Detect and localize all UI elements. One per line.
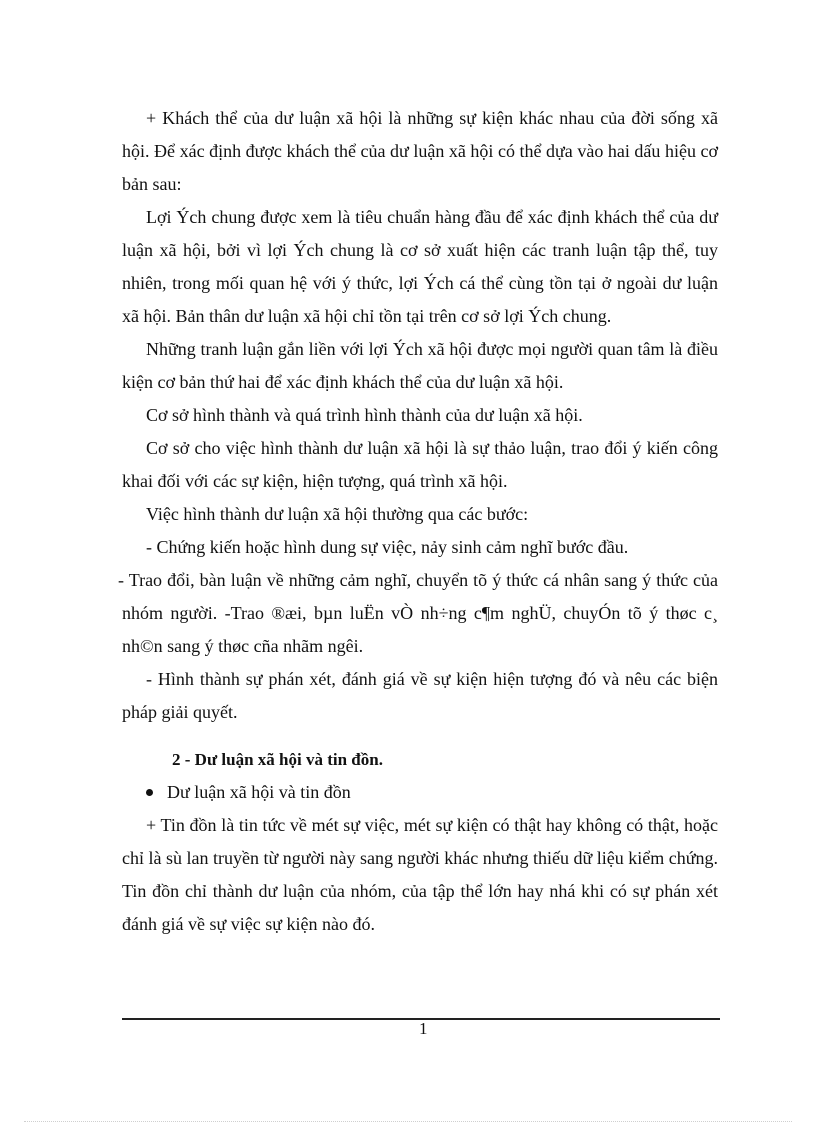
paragraph-steps-intro: Việc hình thành dư luận xã hội thường qua các bước: [146, 504, 529, 524]
step-2: - Trao đổi, bàn luận về những cảm nghĩ, chuyển tõ ý thức cá nhân sang ý thức của nhóm người. -Trao ®æi, bµn luËn vÒ nh÷ng c¶m nghÜ, chuyÓn tõ ý thøc c¸ nh©n sang ý thøc cña nhãm ngêi. [118, 570, 718, 656]
section-heading: 2 - Dư luận xã hội và tin đồn. [172, 750, 383, 769]
body-text [118, 102, 718, 941]
bullet-icon [146, 789, 153, 796]
page-number: 1 [419, 1019, 428, 1038]
paragraph-rumor: + Tin đồn là tin tức về mét sự việc, mét sự kiện có thật hay không có thật, hoặc chỉ là sù lan truyền từ người này sang người khác nhưng thiếu dữ liệu kiểm chứng. Tin đồn chỉ thành dư luận của nhóm, của tập thể lớn hay nhá khi có sự phán xét đánh giá về sự việc sự kiện nào đó. [122, 815, 718, 934]
paragraph-common-interest: Lợi Ých chung được xem là tiêu chuẩn hàng đầu để xác định khách thể của dư luận xã hội, bởi vì lợi Ých chung là cơ sở xuất hiện các tranh luận tập thể, tuy nhiên, trong mối quan hệ với ý thức, lợi Ých cá thể cùng tồn tại ở ngoài dư luận xã hội. Bản thân dư luận xã hội chỉ tồn tại trên cơ sở lợi Ých chung. [122, 207, 718, 326]
paragraph-object-of-opinion: + Khách thể của dư luận xã hội là những sự kiện khác nhau của đời sống xã hội. Để xác định được khách thể của dư luận xã hội có thể dựa vào hai dấu hiệu cơ bản sau: [122, 108, 718, 194]
paragraph-debates: Những tranh luận gắn liền với lợi Ých xã hội được mọi người quan tâm là điều kiện cơ bản thứ hai để xác định khách thể của dư luận xã hội. [122, 339, 718, 392]
page-edge-divider [24, 1121, 792, 1122]
paragraph-basis-title: Cơ sở hình thành và quá trình hình thành của dư luận xã hội. [146, 405, 583, 425]
step-1: - Chứng kiến hoặc hình dung sự việc, nảy sinh cảm nghĩ bước đầu. [146, 537, 629, 557]
step-3: - Hình thành sự phán xét, đánh giá về sự kiện hiện tượng đó và nêu các biện pháp giải quyết. [122, 669, 718, 722]
bullet-item [122, 776, 718, 809]
paragraph-basis: Cơ sở cho việc hình thành dư luận xã hội là sự thảo luận, trao đổi ý kiến công khai đối với các sự kiện, hiện tượng, quá trình xã hội. [122, 438, 718, 491]
bullet-text: Dư luận xã hội và tin đồn [167, 782, 351, 802]
